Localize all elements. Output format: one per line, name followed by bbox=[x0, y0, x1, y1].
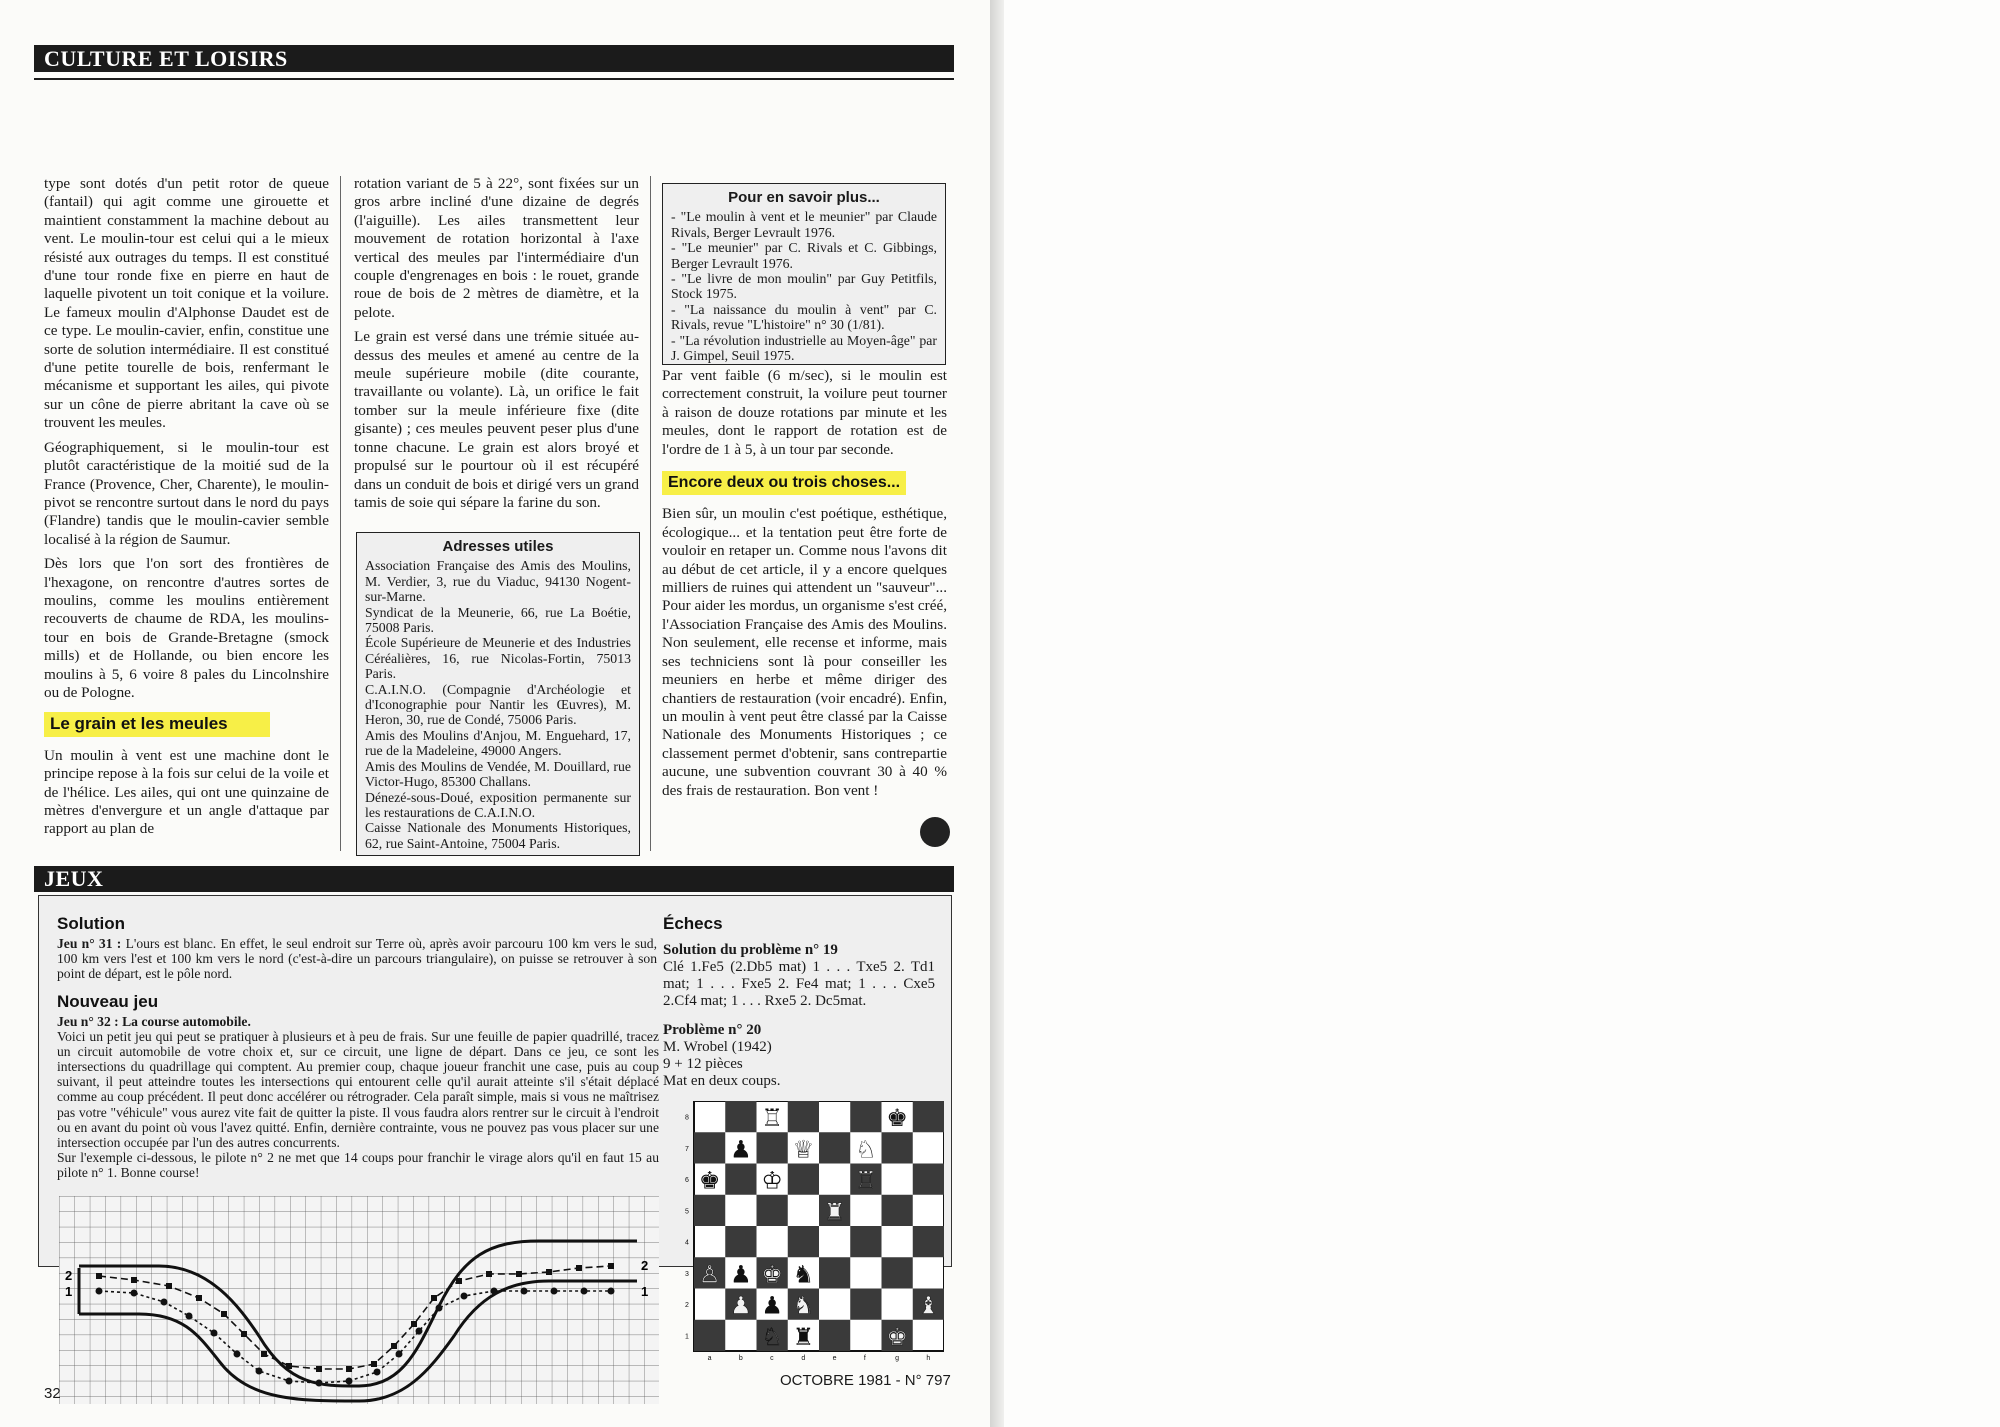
chess-piece: ♞ bbox=[792, 1291, 815, 1320]
chess-piece: ♖ bbox=[761, 1104, 783, 1132]
adresses-entry: Association Française des Amis des Moulins, M. Verdier, 3, rue du Viaduc, 94130 Nogent-sur-Marne. bbox=[365, 558, 631, 605]
dark-square bbox=[850, 1101, 881, 1132]
adresses-entry: Amis des Moulins d'Anjou, M. Enguehard, 17, rue de la Madeleine, 49000 Angers. bbox=[365, 727, 631, 759]
section-title: CULTURE ET LOISIRS bbox=[44, 46, 288, 71]
track-label-start-1: 1 bbox=[65, 1284, 73, 1299]
savoir-entry: - "La révolution industrielle au Moyen-âge" par J. Gimpel, Seuil 1975. bbox=[671, 332, 937, 364]
left-page bbox=[0, 0, 990, 1427]
chess-piece: ♚ bbox=[761, 1260, 783, 1289]
col2-paragraph-1: rotation variant de 5 à 22°, sont fixées sur un gros arbre incliné d'une dizaine de degrés (l'aiguille). Les ailes transmettent leur mouvement de rotation horizontal à l'axe vertical des meules par l'intermédiaire d'un couple d'engrenages en bois : le rouet, grande roue de bois de 2 mètres de diamètre, et la pelote. bbox=[354, 175, 639, 321]
prob-author: M. Wrobel (1942) bbox=[663, 1039, 772, 1055]
adresses-title: Adresses utiles bbox=[442, 538, 554, 555]
dark-square bbox=[819, 1257, 850, 1288]
rank-label: 3 bbox=[685, 1270, 689, 1278]
end-of-article-mark bbox=[920, 817, 950, 847]
dark-square bbox=[788, 1226, 819, 1257]
rank-label: 2 bbox=[685, 1302, 689, 1310]
rank-label: 6 bbox=[685, 1177, 689, 1185]
file-label: b bbox=[738, 1355, 743, 1362]
rank-label: 7 bbox=[685, 1145, 689, 1153]
chess-piece: ♚ bbox=[698, 1166, 721, 1195]
jeux-title: JEUX bbox=[44, 866, 104, 891]
dark-square bbox=[882, 1195, 913, 1226]
dark-square bbox=[819, 1132, 850, 1163]
file-label: f bbox=[863, 1355, 866, 1362]
chess-piece: ♟ bbox=[761, 1291, 783, 1320]
file-label: e bbox=[832, 1355, 837, 1362]
solution-title: Solution bbox=[57, 914, 125, 933]
jeux-panel bbox=[38, 895, 952, 1362]
chess-piece: ♕ bbox=[792, 1135, 815, 1164]
chess-piece: ♜ bbox=[823, 1197, 846, 1226]
adresses-box bbox=[356, 532, 640, 856]
sol-text: Clé 1.Fe5 (2.Db5 mat) 1 . . . Txe5 2. Td1 mat; 1 . . . Fxe5 2. Fe4 mat; 1 . . . Cxe5 2.Cf4 mat; 1 . . . Rxe5 2. Dc5mat. bbox=[663, 959, 935, 1009]
echecs-block bbox=[663, 942, 935, 1090]
prob-pieces: 9 + 12 pièces bbox=[663, 1056, 743, 1072]
savoir-entry: - "La naissance du moulin à vent" par C. Rivals, revue "L'histoire" n° 30 (1/81). bbox=[671, 301, 937, 333]
page-number: 32 bbox=[44, 1385, 61, 1402]
col3-paragraph-2: Bien sûr, un moulin c'est poétique, esthétique, écologique... et la tentation peut être forte de vouloir en retaper un. Comme nous l'avons dit au début de cet article, il y a encore quelques milliers de ruines qui attendent un "sauveur"... Pour aider les mordus, un organisme s'est créé, l'Association Française des Amis des Moulins. Non seulement, elle recense et informe, mais ses techniciens sont là pour conseiller les meuniers en herbe et même diriger des chantiers de restauration (voir encadré). Enfin, un moulin à vent peut être classé par la Caisse Nationale des Monuments Historiques ; ce classement permet d'obtenir, sans contrepartie aucune, une subvention couvrant 30 à 40 % des frais de restauration. Bon vent ! bbox=[662, 505, 947, 799]
chess-piece: ♖ bbox=[855, 1166, 877, 1195]
chess-piece: ♔ bbox=[761, 1166, 783, 1195]
echecs-title: Échecs bbox=[663, 914, 723, 933]
adresses-entry: Syndicat de la Meunerie, 66, rue La Boétie, 75008 Paris. bbox=[365, 604, 631, 636]
chess-piece: ♚ bbox=[886, 1322, 908, 1351]
issue-footer: OCTOBRE 1981 - N° 797 bbox=[780, 1372, 951, 1389]
dark-square bbox=[725, 1164, 756, 1195]
rank-label: 1 bbox=[685, 1333, 689, 1341]
solution-label: Jeu n° 31 : bbox=[57, 936, 122, 951]
prob-title: Problème n° 20 bbox=[663, 1022, 762, 1038]
chess-piece: ♙ bbox=[698, 1260, 721, 1289]
dark-square bbox=[694, 1320, 725, 1351]
nouveau-label: Jeu n° 32 : La course automobile. bbox=[57, 1014, 251, 1029]
nouveau-text: Voici un petit jeu qui peut se pratiquer à plusieurs et à peu de frais. Sur une feuille de papier quadrillé, tracez un circuit automobile de votre choix et, sur ce circuit, une ligne de départ. Dans ce jeu, ce sont les intersections du quadrillage qui comptent. Au premier coup, chaque joueur franchit une case, puis au coup suivant, il peut atteindre toutes les intersections qui entourent celle qu'il aurait atteinte s'il s'était déplacé comme au coup précédent. Il peut donc accélérer ou rétrograder. Cela paraît simple, mais si vous ne maîtrisez pas votre "véhicule" vous aurez vite fait de quitter la piste. Il vous faudra alors rentrer sur le circuit à l'endroit ou en avant du point où vous l'avez quitté. Enfin, dernière contrainte, vous ne pouvez pas vous placer sur une intersection occupée par l'un des autres concurrents. bbox=[57, 1029, 659, 1150]
chess-piece: ♝ bbox=[917, 1291, 940, 1320]
jeux-banner bbox=[34, 866, 954, 892]
col1-paragraph-1: type sont dotés d'un petit rotor de queue (fantail) qui agit comme une girouette et maintient constamment la machine debout au vent. Le moulin-tour est celui qui a le mieux résisté aux outrages du temps. Il est constitué d'une tour ronde fixe en pierre en haut de laquelle pivotent un toit conique et la voilure. Le fameux moulin d'Alphonse Daudet est de ce type. Le moulin-cavier, enfin, constitue une sorte de solution intermédiaire. Il est constitué d'une petite tourelle de bois, renfermant le mécanisme et supportant les ailes, qui pivote sur un cône de pierre abritant la cave où se trouvent les meules. bbox=[44, 175, 329, 432]
prob-goal: Mat en deux coups. bbox=[663, 1073, 781, 1089]
header-rule bbox=[34, 78, 954, 80]
article-column-3 bbox=[662, 367, 947, 806]
chess-piece: ♞ bbox=[792, 1260, 815, 1289]
chess-piece: ♜ bbox=[792, 1322, 815, 1351]
chess-piece: ♘ bbox=[855, 1135, 877, 1164]
rank-label: 5 bbox=[685, 1208, 689, 1216]
file-label: h bbox=[926, 1355, 931, 1362]
file-label: g bbox=[895, 1355, 900, 1362]
dark-square bbox=[694, 1195, 725, 1226]
chess-piece: ♟ bbox=[730, 1291, 752, 1320]
track-grid bbox=[59, 1196, 659, 1404]
race-track-diagram bbox=[59, 1196, 659, 1404]
track-label-end-2: 2 bbox=[641, 1258, 649, 1273]
subheading-grain: Le grain et les meules bbox=[44, 712, 270, 736]
file-label: c bbox=[770, 1355, 774, 1362]
adresses-entry: École Supérieure de Meunerie et des Industries Céréalières, 16, rue Nicolas-Fortin, 75013 Paris. bbox=[365, 635, 631, 682]
savoir-entry: - "Le livre de mon moulin" par Guy Petitfils, Stock 1975. bbox=[671, 271, 937, 302]
page-gutter bbox=[990, 0, 1004, 1427]
solution-text: L'ours est blanc. En effet, le seul endroit sur Terre où, après avoir parcouru 100 km vers le sud, 100 km vers l'est et 100 km vers le nord (c'est-à-dire un parcours triangulaire), on puisse se retrouver à son point de départ, est le pôle nord. bbox=[57, 936, 657, 982]
chess-piece: ♚ bbox=[886, 1104, 908, 1132]
track-label-end-1: 1 bbox=[641, 1284, 649, 1299]
col1-paragraph-4: Un moulin à vent est une machine dont le principe repose à la fois sur celui de la voile et de l'hélice. Les ailes, qui ont une quinzaine de mètres d'envergure et un angle d'attaque par rapport au plan de bbox=[44, 746, 329, 838]
dark-square bbox=[882, 1132, 913, 1163]
track-label-start-2: 2 bbox=[65, 1268, 73, 1283]
savoir-entry: - "Le meunier" par C. Rivals et C. Gibbings, Berger Levrault 1976. bbox=[671, 240, 937, 271]
chess-piece: ♟ bbox=[730, 1260, 752, 1289]
savoir-box bbox=[662, 183, 946, 365]
dark-square bbox=[913, 1226, 944, 1257]
dark-square bbox=[757, 1195, 788, 1226]
nouveau-block bbox=[57, 1014, 659, 1180]
solution-block bbox=[57, 936, 657, 981]
nouveau-text-2: Sur l'exemple ci-dessous, le pilote n° 2 ne met que 14 coups pour franchir le virage alors qu'il en faut 15 au pilote n° 1. Bonne course! bbox=[57, 1149, 659, 1180]
file-label: a bbox=[707, 1355, 712, 1362]
savoir-entry: - "Le moulin à vent et le meunier" par Claude Rivals, Berger Levrault 1976. bbox=[671, 209, 937, 240]
dark-square bbox=[882, 1257, 913, 1288]
rank-label: 8 bbox=[685, 1114, 689, 1122]
dark-square bbox=[788, 1164, 819, 1195]
sol-title: Solution du problème n° 19 bbox=[663, 942, 838, 958]
column-divider bbox=[340, 176, 341, 851]
dark-square bbox=[788, 1101, 819, 1132]
dark-square bbox=[913, 1101, 944, 1132]
article-column-1 bbox=[44, 175, 329, 845]
section-banner bbox=[34, 45, 954, 72]
dark-square bbox=[819, 1320, 850, 1351]
subheading-encore: Encore deux ou trois choses... bbox=[662, 471, 906, 495]
col2-paragraph-2: Le grain est versé dans une trémie située au-dessus des meules et amené au centre de la meule supérieure mobile (dite courante, travaillante ou volante). Là, un orifice le fait tomber sur la meule inférieure fixe (dite gisante) ; ces meules peuvent peser plus d'une tonne chacune. Le grain est alors broyé et propulsé sur le pourtour où il est récupéré dans un conduit de bois et dirigé vers un grand tamis de soie qui sépare la farine du son. bbox=[354, 328, 639, 511]
right-page-blank bbox=[1004, 0, 2000, 1427]
dark-square bbox=[725, 1226, 756, 1257]
dark-square bbox=[757, 1132, 788, 1163]
chess-piece: ♟ bbox=[730, 1135, 752, 1164]
nouveau-title: Nouveau jeu bbox=[57, 992, 159, 1011]
article-column-2 bbox=[354, 175, 639, 518]
dark-square bbox=[850, 1226, 881, 1257]
adresses-entry: Amis des Moulins de Vendée, M. Douillard, rue Victor-Hugo, 85300 Challans. bbox=[365, 758, 631, 790]
dark-square bbox=[913, 1164, 944, 1195]
column-divider bbox=[650, 176, 651, 851]
file-label: d bbox=[801, 1355, 806, 1362]
col1-paragraph-2: Géographiquement, si le moulin-tour est plutôt caractéristique de la moitié sud de la France (Provence, Cher, Charente), le moulin-pivot se rencontre surtout dans le nord du pays (Flandre) tandis que le moulin-cavier semble localisé à la région de Saumur. bbox=[44, 438, 329, 548]
chess-board bbox=[682, 1101, 944, 1363]
adresses-entry: Dénezé-sous-Doué, exposition permanente sur les restaurations de C.A.I.N.O. bbox=[365, 789, 631, 820]
savoir-title: Pour en savoir plus... bbox=[728, 189, 880, 206]
col3-paragraph-1: Par vent faible (6 m/sec), si le moulin est correctement construit, la voilure peut tourner à raison de douze rotations par minute et les meules, dont le rapport de rotation est de l'ordre de 1 à 5, à un tour par seconde. bbox=[662, 367, 947, 458]
adresses-entry: C.A.I.N.O. (Compagnie d'Archéologie et d'Iconographie pour Nantir les Œuvres), M. Heron, 30, rue de Condé, 75006 Paris. bbox=[365, 681, 631, 728]
dark-square bbox=[725, 1101, 756, 1132]
dark-square bbox=[694, 1132, 725, 1163]
chess-piece: ♘ bbox=[761, 1322, 783, 1351]
col1-paragraph-3: Dès lors que l'on sort des frontières de l'hexagone, on rencontre d'autres sortes de moulins, comme les moulins entièrement recouverts de chaume de RDA, les moulins-tour en bois de Grande-Bretagne (smock mills) et de Hollande, ou bien encore les moulins à 5, 6 voire 8 pales du Lincolnshire ou de Pologne. bbox=[44, 555, 329, 701]
rank-label: 4 bbox=[685, 1239, 689, 1247]
dark-square bbox=[850, 1289, 881, 1320]
adresses-entry: Caisse Nationale des Monuments Historiques, 62, rue Saint-Antoine, 75004 Paris. bbox=[365, 820, 631, 851]
